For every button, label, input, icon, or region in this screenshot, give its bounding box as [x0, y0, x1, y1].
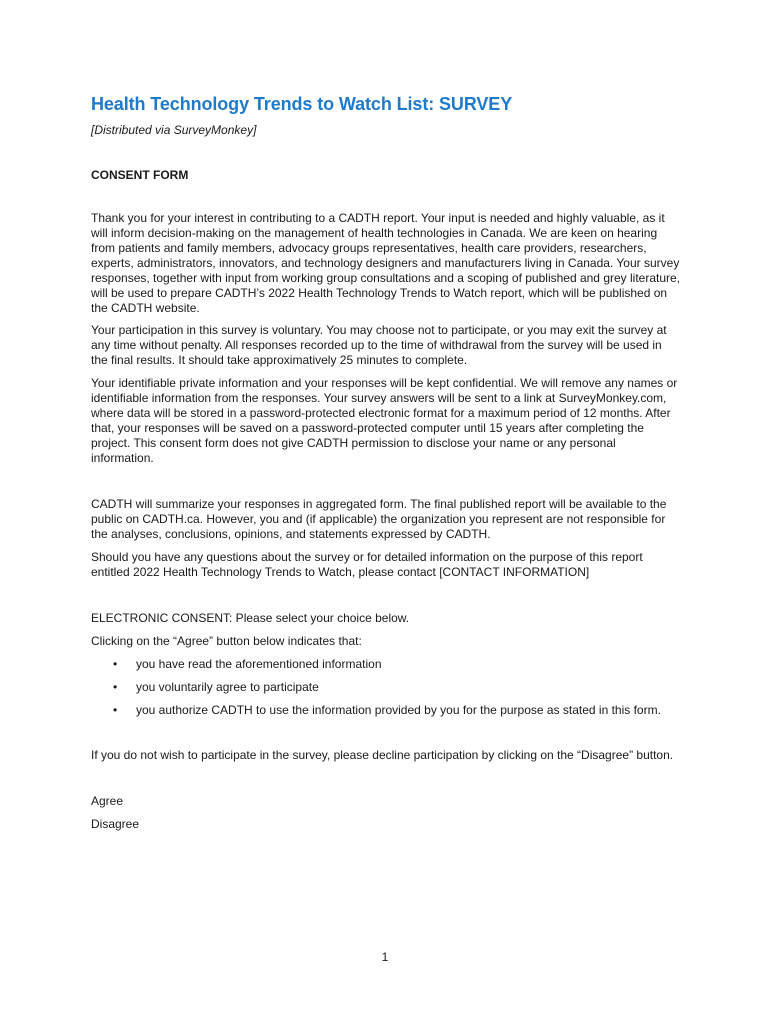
- list-item-text: you voluntarily agree to participate: [136, 680, 319, 694]
- list-item-text: you have read the aforementioned information: [136, 657, 382, 671]
- bullet-icon: •: [113, 657, 118, 671]
- list-item: [91, 703, 681, 718]
- consent-bullet-list: [91, 657, 681, 718]
- list-item: [91, 657, 681, 672]
- paragraph-summary: CADTH will summarize your responses in aggregated form. The final published report will be available to the public on CADTH.ca. However, you and (if applicable) the organization you represent are not responsible for the analyses, conclusions, opinions, and statements expressed by CADTH.: [91, 497, 667, 541]
- bullet-icon: •: [113, 680, 118, 694]
- list-item-text: you authorize CADTH to use the information provided by you for the purpose as stated in this form.: [136, 703, 661, 717]
- list-item: [91, 680, 681, 695]
- paragraph-intro: Thank you for your interest in contributing to a CADTH report. Your input is needed and highly valuable, as it will inform decision-making on the management of health technologies in Canada. We are keen on hearing from patients and family members, advocacy groups representatives, health care providers, researchers, experts, administrators, innovators, and technology designers and manufacturers living in Canada. Your survey responses, together with input from working group consultations and a scoping of published and grey literature, will be used to prepare CADTH’s 2022 Health Technology Trends to Watch report, which will be published on the CADTH website.: [91, 211, 681, 315]
- document-title: Health Technology Trends to Watch List: SURVEY: [91, 94, 513, 114]
- agree-option[interactable]: Agree: [91, 794, 124, 808]
- section-heading: CONSENT FORM: [91, 168, 189, 182]
- paragraph-voluntary: Your participation in this survey is voluntary. You may choose not to participate, or you may exit the survey at any time without penalty. All responses recorded up to the time of withdrawal from the survey will be used in the final results. It should take approximatively 25 minutes to complete.: [91, 323, 667, 367]
- paragraph-agree-indicates: Clicking on the “Agree” button below indicates that:: [91, 634, 362, 648]
- document-body: [91, 93, 681, 832]
- paragraph-decline: If you do not wish to participate in the survey, please decline participation by clicking on the “Disagree” button.: [91, 748, 674, 762]
- page-number: 1: [381, 950, 389, 964]
- paragraph-questions: Should you have any questions about the survey or for detailed information on the purpose of this report entitled 2022 Health Technology Trends to Watch, please contact [CONTACT INFORMATION]: [91, 550, 643, 579]
- document-subtitle: [Distributed via SurveyMonkey]: [91, 123, 257, 137]
- disagree-option[interactable]: Disagree: [91, 817, 140, 831]
- paragraph-confidentiality: Your identifiable private information and your responses will be kept confidential. We will remove any names or identifiable information from the responses. Your survey answers will be sent to a link at SurveyMonkey.com, where data will be stored in a password-protected electronic format for a maximum period of 12 months. After that, your responses will be saved on a password-protected computer until 15 years after completing the project. This consent form does not give CADTH permission to disclose your name or any personal information.: [91, 376, 678, 465]
- paragraph-electronic-consent: ELECTRONIC CONSENT: Please select your choice below.: [91, 611, 410, 625]
- bullet-icon: •: [113, 703, 118, 717]
